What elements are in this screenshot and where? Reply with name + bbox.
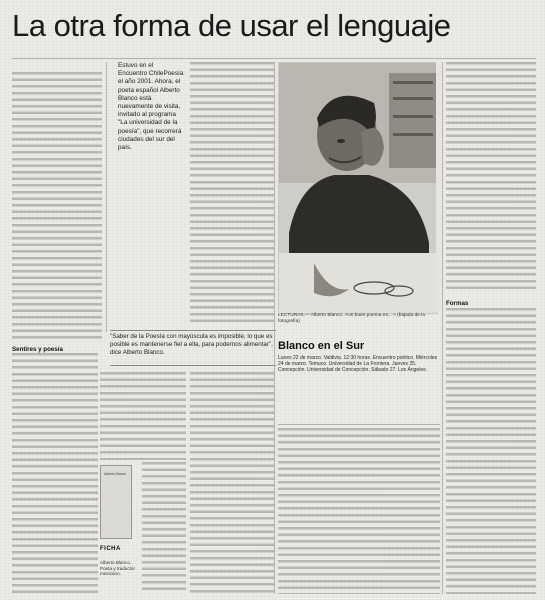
sidebar-columns xyxy=(278,428,440,594)
subhead-sentires: Sentires y poesía xyxy=(12,346,63,353)
body-column-3b xyxy=(190,372,274,594)
body-column-right xyxy=(446,62,536,292)
book-cover xyxy=(100,465,132,539)
intro-blurb: Estuvo en el Encuentro ChilePoesía el año 2001. Ahora, el poeta español Alberto Blanco está nuevamente de visita, invitado al programa "La universidad de la poesía", que recorrerá ciudades del sur del país. xyxy=(118,62,184,152)
body-text-block xyxy=(446,308,536,594)
body-text-block xyxy=(278,428,440,594)
author-photo xyxy=(278,62,438,314)
body-text-block xyxy=(190,62,274,324)
subhead-formas: Formas xyxy=(446,300,469,307)
ficha-label: FICHA xyxy=(100,546,121,552)
book-cover-title: Alberto Blanco xyxy=(104,472,127,476)
headline: La otra forma de usar el lenguaje xyxy=(12,8,451,43)
body-text-block xyxy=(12,353,98,593)
photo-caption: LECTURAS.— Alberto Blanco. «Un buen poema es... » (bajada de la fotografía) xyxy=(278,313,425,324)
body-column-1b xyxy=(12,353,98,593)
body-column-2b xyxy=(100,372,186,460)
body-column-1 xyxy=(12,72,102,340)
body-text-block xyxy=(142,462,186,594)
header-rule xyxy=(12,58,536,59)
body-text-block xyxy=(12,72,102,340)
body-text-block xyxy=(190,372,274,594)
sidebar-title: Blanco en el Sur xyxy=(278,340,365,352)
photo-credit-strip xyxy=(436,62,440,312)
ficha-text: Alberto Blanco. Poeta y traductor mexicano. xyxy=(100,560,135,577)
sidebar-divider xyxy=(278,424,440,425)
author-photo-illustration xyxy=(279,63,437,313)
body-column-right-b xyxy=(446,308,536,594)
body-column-3 xyxy=(190,62,274,324)
body-column-2c xyxy=(142,462,186,594)
sidebar-text: Lunes 22 de marzo. Valdivia. 12:30 horas. Encuentro poético. Miércoles 24 de marzo. Temuco. Universidad de La Frontera. Jueves 25. Concepción. Universidad de Concepción. Sábado 27. Los Ángeles. xyxy=(278,355,438,374)
body-text-block xyxy=(446,62,536,292)
column-rule xyxy=(106,62,107,332)
body-text-block xyxy=(100,372,186,460)
column-rule xyxy=(274,62,275,594)
pull-quote: "Saber de la Poesía con mayúscula es imposible, lo que es posible es mantenerse fiel a ella, para podernos alimentar", dice Alberto Blanco. xyxy=(110,330,276,366)
column-rule xyxy=(442,62,443,594)
